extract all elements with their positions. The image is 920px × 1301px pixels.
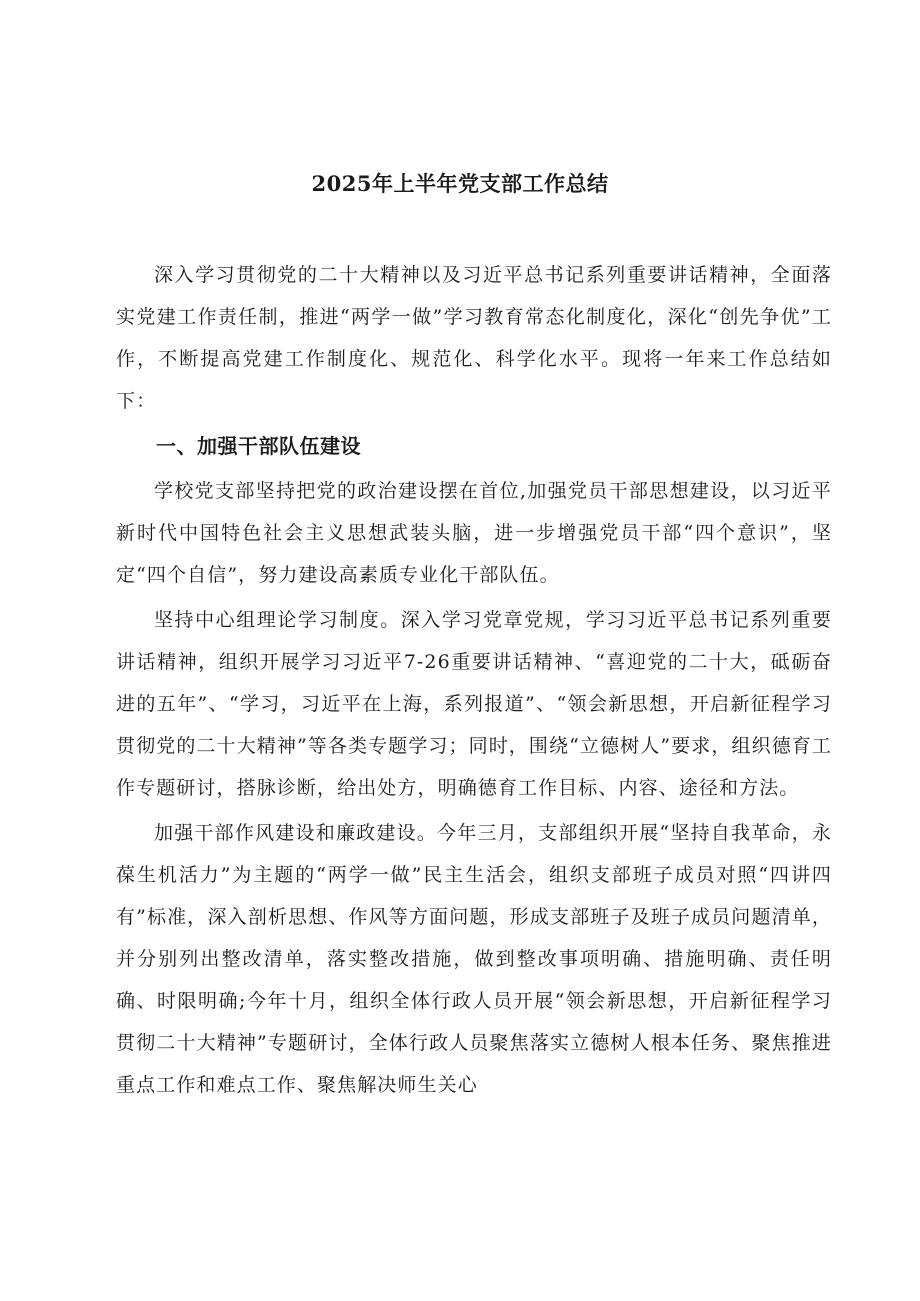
section-heading: 一、加强干部队伍建设 [156,434,361,458]
section-paragraph: 加强干部作风建设和廉政建设。今年三月，支部组织开展“坚持自我革命，永葆生机活力”为主题的“两学一做”民主生活会，组织支部班子成员对照“四讲四有”标准，深入剖析思想、作风等方面问题，形成支部班子及班子成员问题清单，并分别列出整改清单，落实整改措施，做到整改事项明确、措施明确、责任明确、时限明确;今年十月，组织全体行政人员开展“领会新思想，开启新征程学习贯彻二十大精神”专题研讨，全体行政人员聚焦落实立德树人根本任务、聚焦推进重点工作和难点工作、聚焦解决师生关心 [116,822,832,1096]
document-title: 2025年上半年党支部工作总结 [311,171,609,196]
intro-paragraph: 深入学习贯彻党的二十大精神以及习近平总书记系列重要讲话精神，全面落实党建工作责任制，推进“两学一做”学习教育常态化制度化，深化“创先争优”工作，不断提高党建工作制度化、规范化、科学化水平。现将一年来工作总结如下： [116,264,832,412]
section-paragraph: 坚持中心组理论学习制度。深入学习党章党规，学习习近平总书记系列重要讲话精神，组织开展学习习近平7-26重要讲话精神、“喜迎党的二十大，砥砺奋进的五年”、“学习，习近平在上海，系列报道”、“领会新思想，开启新征程学习贯彻党的二十大精神”等各类专题学习；同时，围绕“立德树人”要求，组织德育工作专题研讨，搭脉诊断，给出处方，明确德育工作目标、内容、途径和方法。 [116,609,832,799]
section-paragraph: 学校党支部坚持把党的政治建设摆在首位,加强党员干部思想建设，以习近平新时代中国特色社会主义思想武装头脑，进一步增强党员干部“四个意识”，坚定“四个自信”，努力建设高素质专业化干部队伍。 [116,480,832,586]
document-body [116,254,832,1106]
